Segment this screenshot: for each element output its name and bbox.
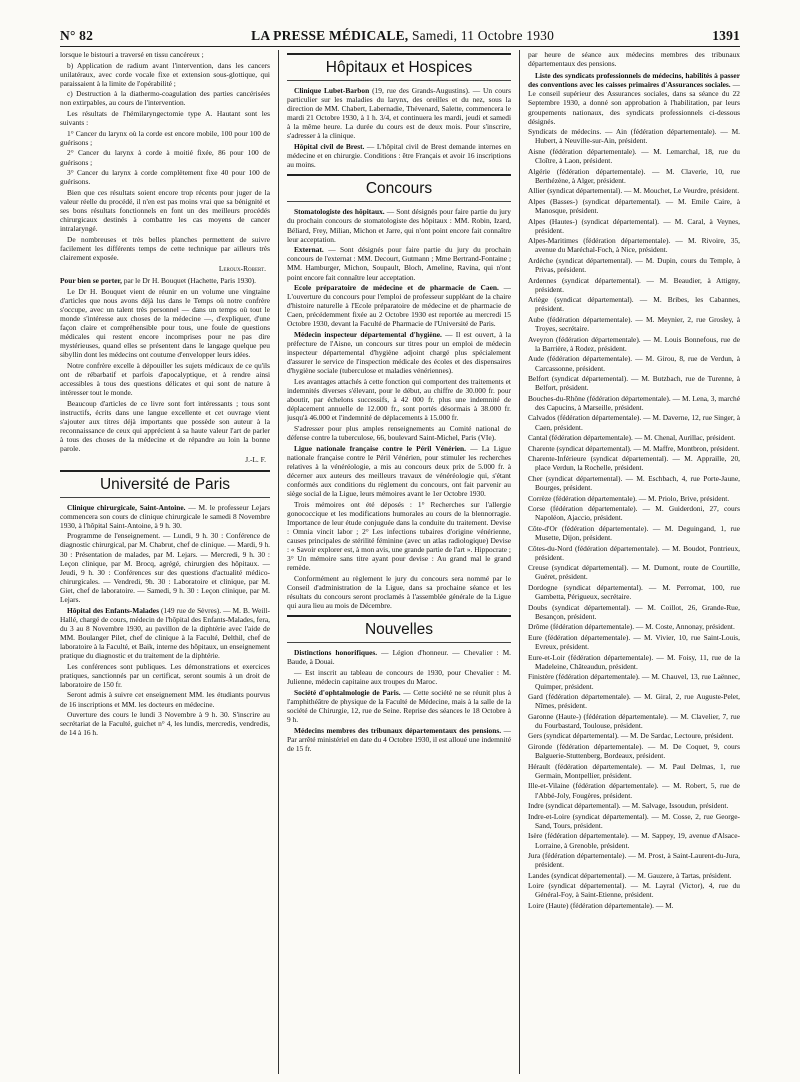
syndicat-entry: Doubs (syndicat départemental). — M. Coillot, 26, Grande-Rue, Besançon, président.: [528, 602, 740, 621]
paragraph: c) Destruction à la diathermo-coagulation des parties cancérisées non extirpables, au cours de l'intervention.: [60, 89, 270, 108]
news-item-title: Société d'ophtalmologie de Paris.: [294, 687, 401, 697]
paragraph: 2° Cancer du larynx à corde à moitié fixée, 86 pour 100 de guérisons ;: [60, 148, 270, 167]
news-item: [287, 688, 511, 724]
news-item-text: Seront admis à suivre cet enseignement MM. les étudiants pourvus de 16 inscriptions et MM. les docteurs en médecine.: [60, 690, 270, 709]
paragraph: b) Application de radium avant l'intervention, dans les cancers unilatéraux, avec corde vocale fixe et extension sous-glottique, qui paraissaient à la limite de l'opérabilité ;: [60, 60, 270, 88]
page-number: N° 82: [60, 28, 94, 43]
news-item-text: — L'ouverture du concours pour l'emploi de professeur suppléant de la chaire d'histoire naturelle à l'Ecole préparatoire de médecine et de pharmacie de Caen, précédemment fixée au 2 Octobre 1930 est reportée au mercredi 15 Octobre 1930, devant la Faculté de Pharmacie de l'Université de Paris.: [287, 283, 511, 329]
column-divider-1: [278, 50, 279, 1074]
concours-items: [287, 207, 511, 610]
syndicat-entry: Eure-et-Loir (fédération départementale). — M. Foisy, 11, rue de la Madeleine, Châteaudun, président.: [528, 652, 740, 671]
column-1: [60, 50, 270, 1074]
syndicat-entry: Aube (fédération départementale). — M. Meynier, 2, rue Grosley, à Troyes, secrétaire.: [528, 315, 740, 334]
news-item-text: — Est inscrit au tableau de concours de 1930, pour Chevalier : M. Julienne, médecin capitaine aux troupes du Maroc.: [287, 668, 511, 687]
section-heading-concours: Concours: [287, 174, 511, 202]
news-item-text: Ouverture des cours le lundi 3 Novembre à 9 h. 30. S'inscrire au secrétariat de la Faculté, guichet n° 4, les lundis, mercredis, vendredis, de 14 à 16 h.: [60, 710, 270, 738]
syndicat-entry: Isère (fédération départementale). — M. Sappey, 19, avenue d'Alsace-Lorraine, à Grenoble, président.: [528, 831, 740, 850]
news-item: [287, 245, 511, 281]
paragraph: Le Dr H. Bouquet vient de réunir en un volume une vingtaine d'articles que nous avons déjà lus dans le Temps où notre confrère s'occupe, avec un talent très personnel — dans un temps où tout le monde s'intéresse aux choses de la médecine —, d'expliquer, d'une façon claire et compréhensible pour tous, une foule de questions médicales qui restent encore incomprises pour ne pas dire mystérieuses, quand elles se présentent dans le langage quelque peu sibyllin dont les médecins ont coutume d'envelopper leurs idées.: [60, 286, 270, 360]
syndicat-entry: Cher (syndicat départemental). — M. Eschbach, 4, rue Porte-Jaune, Bourges, président.: [528, 474, 740, 493]
news-item-title: Externat.: [294, 245, 324, 255]
news-item: [60, 662, 270, 689]
syndicats-list-intro: — Le conseil supérieur des Assurances sociales, dans sa séance du 22 Septembre 1930, a donné son approbation à l'habilitation, par leurs groupements nationaux, des syndicats professionnels ci-dessous désignés.: [528, 80, 740, 126]
syndicat-entry: Algérie (fédération départementale). — M. Claverie, 10, rue Berthézène, à Alger, président.: [528, 166, 740, 185]
news-item-text: — La Ligue nationale française contre le Péril Vénérien, pour stimuler les recherches relatives à la vénéréologie, a mis au concours deux prix de 5.000 fr. à décerner aux auteurs des meilleurs travaux de vénéréologie qui, s'étant conformés aux conditions du règlement du concours, ont fait parvenir au siège social de la Ligue, leurs mémoires avant le 1er Octobre 1930.: [287, 443, 511, 499]
syndicat-entry: Loire (Haute) (fédération départementale). — M.: [528, 901, 674, 911]
paragraph: Les résultats de l'hémilaryngectomie type A. Hautant sont les suivants :: [60, 109, 270, 128]
news-item: [287, 668, 511, 686]
news-item: [287, 377, 511, 422]
syndicat-entry: Finistère (fédération départementale). — M. Chauvel, 13, rue Laënnec, Quimper, président.: [528, 672, 740, 691]
syndicat-entry: Loire (syndicat départemental). — M. Layral (Victor), 4, rue du Général-Foy, à Saint-Etienne, président.: [528, 881, 740, 900]
news-item-text: Les conférences sont publiques. Les démonstrations et exercices pratiques, sanctionnés par un certificat, seront soumis à un droit de laboratoire de 150 fr.: [60, 661, 270, 689]
news-item-text: S'adresser pour plus amples renseignements au Comité national de défense contre la tuberculose, 66, boulevard Saint-Michel, Paris (VIe).: [287, 424, 511, 443]
section-heading-hopitaux: Hôpitaux et Hospices: [287, 53, 511, 81]
news-item: [287, 207, 511, 243]
book-review-title: Pour bien se porter,: [60, 276, 122, 286]
news-item: [60, 606, 270, 661]
syndicat-entry: Garonne (Haute-) (fédération départementale). — M. Clavelier, 7, rue du Fourbastard, Toulouse, président.: [528, 711, 740, 730]
news-item-text: — M. le professeur Lejars commencera son cours de clinique chirurgicale le samedi 8 Novembre 1930, à l'hôpital Saint-Antoine, à 9 h. 30.: [60, 502, 270, 530]
book-review-heading: [60, 276, 270, 285]
syndicat-entry: Drôme (fédération départementale). — M. Coste, Annonay, président.: [528, 622, 735, 632]
column-divider-2: [519, 50, 520, 1074]
syndicats-list-heading: [528, 71, 740, 126]
journal-name: LA PRESSE MÉDICALE,: [251, 28, 409, 43]
syndicat-entry: Landes (syndicat départemental). — M. Gauzere, à Tartas, président.: [528, 870, 732, 880]
issue-date: Samedi, 11 Octobre 1930: [411, 28, 555, 43]
nouvelles-items: [287, 648, 511, 753]
section-heading-nouvelles: Nouvelles: [287, 615, 511, 643]
signature: Leroux-Robert.: [218, 264, 266, 274]
syndicat-entry: Indre (syndicat départemental). — M. Salvage, Issoudun, président.: [528, 801, 729, 811]
news-item-text: — Par arrêté ministériel en date du 4 Octobre 1930, il est alloué une indemnité de 15 fr.: [287, 725, 511, 753]
news-item: [287, 648, 511, 666]
syndicat-entry: Creuse (syndicat départemental). — M. Dumont, route de Courtille, Guéret, président.: [528, 563, 740, 582]
syndicat-entry: Corrèze (fédération départementale). — M. Priolo, Brive, président.: [528, 493, 730, 503]
syndicat-entry: Belfort (syndicat départemental). — M. Butzbach, rue de Turenne, à Belfort, président.: [528, 374, 740, 393]
book-review-credit: par le Dr H. Bouquet (Hachette, Paris 1930).: [123, 276, 257, 286]
paragraph: lorsque le bistouri a traversé en tissu cancéreux ;: [60, 50, 204, 59]
paragraph: De nombreuses et très belles planches permettent de suivre facilement les différents temps de cette technique par ailleurs très clairement exposée.: [60, 234, 270, 262]
page-header: [60, 22, 740, 44]
section-heading-universite: Université de Paris: [60, 470, 270, 498]
news-item-title: Clinique chirurgicale, Saint-Antoine.: [67, 502, 186, 512]
syndicat-entry: Jura (fédération départementale). — M. Prost, à Saint-Laurent-du-Jura, président.: [528, 851, 740, 870]
news-item: [287, 726, 511, 753]
news-item-title: Hôpital civil de Brest.: [294, 142, 365, 152]
syndicat-entry: Charente-Inférieure (syndicat départemental). — M. Appraille, 20, place Verdun, la Rochelle, président.: [528, 454, 740, 473]
syndicat-entry: Côtes-du-Nord (fédération départementale). — M. Boudot, Pontrieux, président.: [528, 543, 740, 562]
syndicat-entry: Syndicats de médecins. — Ain (fédération départementale). — M. Hubert, à Neuville-sur-Ain, président.: [528, 127, 740, 146]
news-item-title: Hôpital des Enfants-Malades: [67, 605, 159, 615]
column-3: [528, 50, 740, 1074]
folio-number: 1391: [712, 28, 740, 43]
news-item-text: Les avantages attachés à cette fonction qui comportent des traitements et indemnités diverses s'élevant, pour le début, au chiffre de 30.000 fr. pour aboutir, par échelons successifs, à 42 000 fr. plus une indemnité de déplacement annuelle de 12.000 fr., sont portés désormais à 38.000 fr. jusqu'à 46.000 et l'indemnité de déplacements à 15.000 fr.: [287, 377, 511, 423]
syndicat-entry: Aveyron (fédération départementale). — M. Louis Bonnefous, rue de la Barrière, à Rodez, président.: [528, 334, 740, 353]
news-item-text: — Cette société ne se réunit plus à l'amphithéâtre de physique de la Faculté de Médecine, mais à la salle de la société de Chirurgie, 12, rue de Seine. Reprise des séances le 18 Octobre à 9 h.: [287, 687, 511, 725]
news-item: [287, 86, 511, 141]
paragraph: Bien que ces résultats soient encore trop récents pour juger de la valeur réelle du procédé, il n'en est pas moins vrai que sa bénignité et ses bons résultats fonctionnels en font un des meilleurs procédés chirurgicaux destinés à combattre les cas moyens de cancer intralaryngé.: [60, 187, 270, 234]
news-item-title: Ligue nationale française contre le Péril Vénérien.: [294, 443, 466, 453]
syndicat-entry: Corse (fédération départementale). — M. Guiderdoni, 27, cours Napoléon, Ajaccio, président.: [528, 504, 740, 523]
universite-items: [60, 503, 270, 738]
news-item-text: Trois mémoires ont été déposés : 1° Recherches sur l'allergie gonococcique et les modifications humorales au cours de la blennorragie. Importance de leur étude conjuguée dans la conduite du traitement. Devise : Omnia vincit labor ; 2° Les infections tubaires d'origine vénérienne, causes principales de stérilité féminine (avec un atlas radiologique) Devise : « Savoir explorer est, à mon avis, une grande partie de l'art ». Hippocrate ; 3° Un mémoire sans titre ayant pour devise : Au grand mal le grand remède.: [287, 499, 511, 573]
syndicat-entry: Charente (syndicat départemental). — M. Maffre, Montbron, président.: [528, 443, 740, 453]
syndicat-entry: Eure (fédération départementale). — M. Vivier, 10, rue Saint-Louis, Evreux, président.: [528, 633, 740, 652]
news-item: [287, 424, 511, 442]
news-item-text: Programme de l'enseignement. — Lundi, 9 h. 30 : Conférence de diagnostic chirurgical, par M. Chabrut, chef de clinique. — Mardi, 9 h. 30 : Présentation de malades, par M. Lejars. — Mercredi, 9 h. 30 : Leçon clinique, par M. Brocq, agrégé, chirurgien des hôpitaux. — Jeudi, 9 h. 30 : Conférences sur des questions d'actualité médico-chirurgicales. — Vendredi, 9h. 30 : Laboratoire et clinique, par M. Giet, chef de laboratoire. — Samedi, 9 h. 30 : Leçon clinique, par M. Lejars.: [60, 531, 270, 604]
news-item: [60, 531, 270, 604]
header-rule: [60, 46, 740, 47]
syndicat-entry: Alpes (Basses-) (syndicat départemental). — M. Emile Caire, à Manosque, président.: [528, 196, 740, 215]
news-item: [60, 690, 270, 708]
syndicat-entry: Dordogne (syndicat départemental). — M. Perromat, 100, rue Gambetta, Périgueux, secrétaire.: [528, 583, 740, 602]
news-item-text: — L'hôpital civil de Brest demande internes en médecine et en chirurgie. Conditions : être Français et avoir 16 inscriptions au moins.: [287, 142, 511, 170]
news-item-text: (149 rue de Sèvres). — M. B. Weill-Hallé, chargé de cours, médecin de l'hôpital des Enfants-Malades, fera, du 3 au 8 Novembre 1930, au pavillon de la diphtérie avec l'aide de MM. Boulanger Pilet, chef de clinique à la Faculté, Delthil, chef de laboratoire à la Faculté, et Baik, interne des hôpitaux, un enseignement pratique du diagnostic et du traitement de la diphtérie.: [60, 605, 270, 661]
signature: J.-L. F.: [245, 455, 266, 465]
news-item-text: (19, rue des Grands-Augustins). — Un cours particulier sur les maladies du larynx, des oreilles et du nez, sous la direction de MM. Chabert, Labernadie, Thévenard, Salette, commencera le mardi 21 Octobre 1930, à 1 h. 3/4, et continuera les mardi, jeudi et samedi à la même heure. La durée du cours est de deux mois. Pour s'inscrire, s'adresser à la clinique.: [287, 86, 511, 141]
news-item-title: Stomatologiste des hôpitaux.: [294, 207, 385, 217]
hopitaux-items: [287, 86, 511, 169]
syndicat-entry: Gers (syndicat départemental). — M. De Sardac, Lectoure, président.: [528, 731, 734, 741]
news-item: [287, 500, 511, 573]
news-item-text: — Sont désignés pour faire partie du jury du prochain concours de stomatologiste des hôpitaux : MM. Robin, Izard, Béliard, Frey, Milian, Michon et Jarre, qui n'ont point encore fait connaître leur acceptation.: [287, 207, 511, 244]
syndicat-entry: Gard (fédération départementale). — M. Giral, 2, rue Auguste-Pelet, Nîmes, président.: [528, 692, 740, 711]
syndicat-entry: Ardèche (syndicat départemental). — M. Dupin, cours du Temple, à Privas, président.: [528, 255, 740, 275]
paragraph: Beaucoup d'articles de ce livre sont fort intéressants ; tous sont instructifs, écrits dans une langue excellente et cet ouvrage vient s'ajouter aux titres déjà importants que possède son auteur à la reconnaissance de ceux qui apprécient à sa haute valeur l'art de parler à tous des choses de la médecine et de répandre au loin la bonne parole.: [60, 398, 270, 454]
syndicats-list-title: Liste des syndicats professionnels de médecins, habilités à passer des conventions avec les caisses primaires d'Assurances sociales.: [528, 71, 740, 90]
news-item: [60, 710, 270, 737]
news-item-title: Médecins membres des tribunaux départementaux des pensions.: [294, 725, 502, 735]
news-item-text: — Il est ouvert, à la préfecture de l'Aisne, un concours sur titres pour un emploi de médecin inspecteur départemental d'hygiène adjoint chargé plus spécialement d'assurer le service de l'inspection médicale des écoles et des dispensaires d'hygiène sociale (tuberculose et maladies vénériennes).: [287, 330, 511, 376]
syndicat-entry: Hérault (fédération départementale). — M. Paul Delmas, 1, rue Germain, Montpellier, président.: [528, 761, 740, 780]
news-item: [287, 574, 511, 610]
news-item-text: Conformément au règlement le jury du concours sera nommé par le Conseil d'administration de la Ligue, dans sa prochaine séance et les résultats du concours seront proclamés à l'assemblée générale de la Ligue qui aura lieu au mois de Décembre.: [287, 574, 511, 611]
syndicat-entry: Bouches-du-Rhône (fédération départementale). — M. Lena, 3, marché des Capucins, à Marseille, président.: [528, 393, 740, 412]
syndicat-entry: Allier (syndicat départemental). — M. Mouchet, Le Veurdre, président.: [528, 186, 740, 196]
syndicat-entry: Aisne (fédération départementale). — M. Lemarchal, 18, rue du Cloître, à Laon, président.: [528, 146, 740, 166]
syndicat-entry: Ille-et-Vilaine (fédération départementale). — M. Robert, 5, rue de l'Abbé-Joly, Fougères, président.: [528, 781, 740, 800]
paragraph: 3° Cancer du larynx à corde complètement fixe 40 pour 100 de guérisons.: [60, 168, 270, 187]
syndicats-entries: [528, 127, 740, 910]
paragraph: 1° Cancer du larynx où la corde est encore mobile, 100 pour 100 de guérisons ;: [60, 128, 270, 147]
news-item-title: Clinique Lubet-Barbon: [294, 86, 370, 95]
paragraph: Notre confrère excelle à dépouiller les sujets médicaux de ce qu'ils ont de rébarbatif et parfois d'apocalyptique, et à rendre ainsi accessibles à tous des questions délicates et qui sont de nature à intéresser tout le monde.: [60, 361, 270, 398]
syndicat-entry: Ardennes (syndicat départemental). — M. Beaudier, à Attigny, président.: [528, 275, 740, 294]
syndicat-entry: Ariège (syndicat départemental). — M. Bribes, les Cabannes, président.: [528, 295, 740, 314]
news-item: [60, 503, 270, 530]
syndicat-entry: Côte-d'Or (fédération départementale). — M. Deguingand, 1, rue Musette, Dijon, président.: [528, 524, 740, 543]
news-item-title: Ecole préparatoire de médecine et de pharmacie de Caen.: [294, 283, 499, 293]
syndicat-entry: Cantal (fédération départementale). — M. Chenal, Aurillac, président.: [528, 433, 736, 443]
syndicat-entry: Calvados (fédération départementale). — M. Daverne, 12, rue Singer, à Caen, président.: [528, 413, 740, 432]
syndicat-entry: Alpes (Hautes-) (syndicat départemental). — M. Caral, à Veynes, président.: [528, 216, 740, 235]
journal-title-line: [251, 28, 554, 44]
column-2: [287, 50, 511, 1074]
syndicat-entry: Indre-et-Loire (syndicat départemental). — M. Cosse, 2, rue George-Sand, Tours, président.: [528, 811, 740, 830]
syndicat-entry: Gironde (fédération départementale). — M. De Coquet, 9, cours Balguerie-Stuttenberg, Bordeaux, président.: [528, 742, 740, 761]
news-item: [287, 444, 511, 499]
syndicat-entry: Alpes-Maritimes (fédération départementale). — M. Rivoire, 35, avenue du Maréchal-Foch, à Nice, président.: [528, 236, 740, 255]
news-item: [287, 330, 511, 375]
news-item-title: Médecin inspecteur départemental d'hygiène.: [294, 330, 442, 340]
paragraph: par heure de séance aux médecins membres des tribunaux départementaux des pensions.: [528, 50, 740, 69]
news-item-text: — Sont désignés pour faire partie du jury du prochain concours de l'externat : MM. Decourt, Gutmann ; Mme Bertrand-Fontaine ; MM. Hamburger, Michon, Soupault, Bloch, Ameline, Ravina, qui n'ont point encore fait connaître leur acceptation.: [287, 245, 511, 282]
news-item: [287, 142, 511, 169]
news-item-title: Distinctions honorifiques.: [294, 648, 378, 658]
news-item-text: — Légion d'honneur. — Chevalier : M. Baude, à Douai.: [287, 648, 511, 667]
news-item: [287, 283, 511, 328]
syndicat-entry: Aude (fédération départementale). — M. Girou, 8, rue de Verdun, à Carcassonne, président.: [528, 354, 740, 373]
